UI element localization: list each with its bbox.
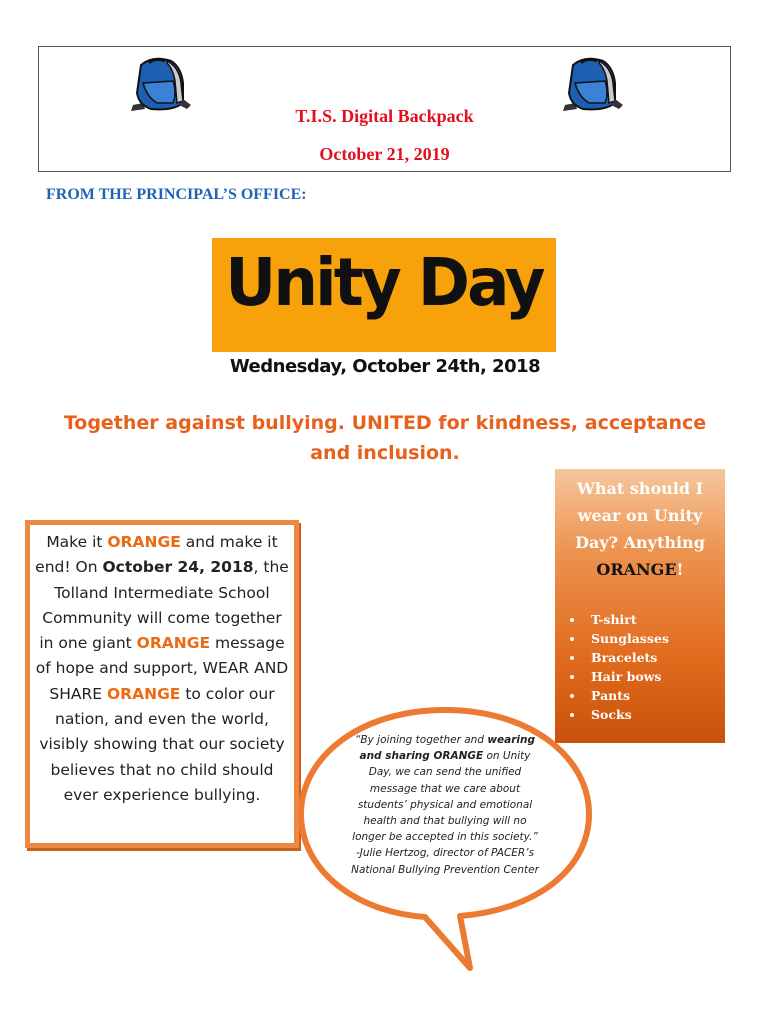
list-item: • Hair bows: [585, 667, 669, 686]
unity-day-date: Wednesday, October 24th, 2018: [229, 356, 541, 377]
event-date: October 24, 2018: [102, 558, 254, 577]
quote-attribution: -Julie Hertzog, director of PACER’s National Bullying Prevention Center: [351, 847, 539, 876]
list-item: • Bracelets: [585, 648, 669, 667]
orange-word: ORANGE: [136, 634, 211, 653]
list-item: • Socks: [585, 705, 669, 724]
unity-day-title: Unity Day: [225, 244, 543, 321]
info-box: [25, 520, 299, 848]
tagline: Together against bullying. UNITED for kindness, acceptance and inclusion.: [63, 412, 707, 464]
newsletter-date: October 21, 2019: [319, 144, 450, 164]
info-text: Make it ORANGE and make it end! On October 24, 2018, the Tolland Intermediate School Community will come together in one giant ORANGE message of hope and support, WEAR AND SHARE ORANGE to color our nation, and even the world, visibly showing that our society believes that no child should ever experience bullying.: [35, 533, 289, 804]
orange-word: ORANGE: [107, 533, 181, 551]
list-item: • Pants: [585, 686, 669, 705]
quote-text: “By joining together and wearing and sharing ORANGE on Unity Day, we can send the unified message that we care about students’ physical and emotional health and that bullying will no longer be accepted in this society.” -Julie Hertzog, director of PACER’s National Bullying Prevention Center: [351, 734, 539, 876]
list-item: • T-shirt: [585, 610, 669, 629]
principal-heading: FROM THE PRINCIPAL’S OFFICE:: [46, 186, 307, 203]
list-item: • Sunglasses: [585, 629, 669, 648]
newsletter-title: T.I.S. Digital Backpack: [295, 106, 474, 126]
unity-day-banner: [212, 238, 556, 352]
header-box: [38, 46, 731, 172]
wear-title: What should I wear on Unity Day? Anything ORANGE!: [575, 479, 705, 579]
orange-word: ORANGE: [107, 684, 181, 703]
